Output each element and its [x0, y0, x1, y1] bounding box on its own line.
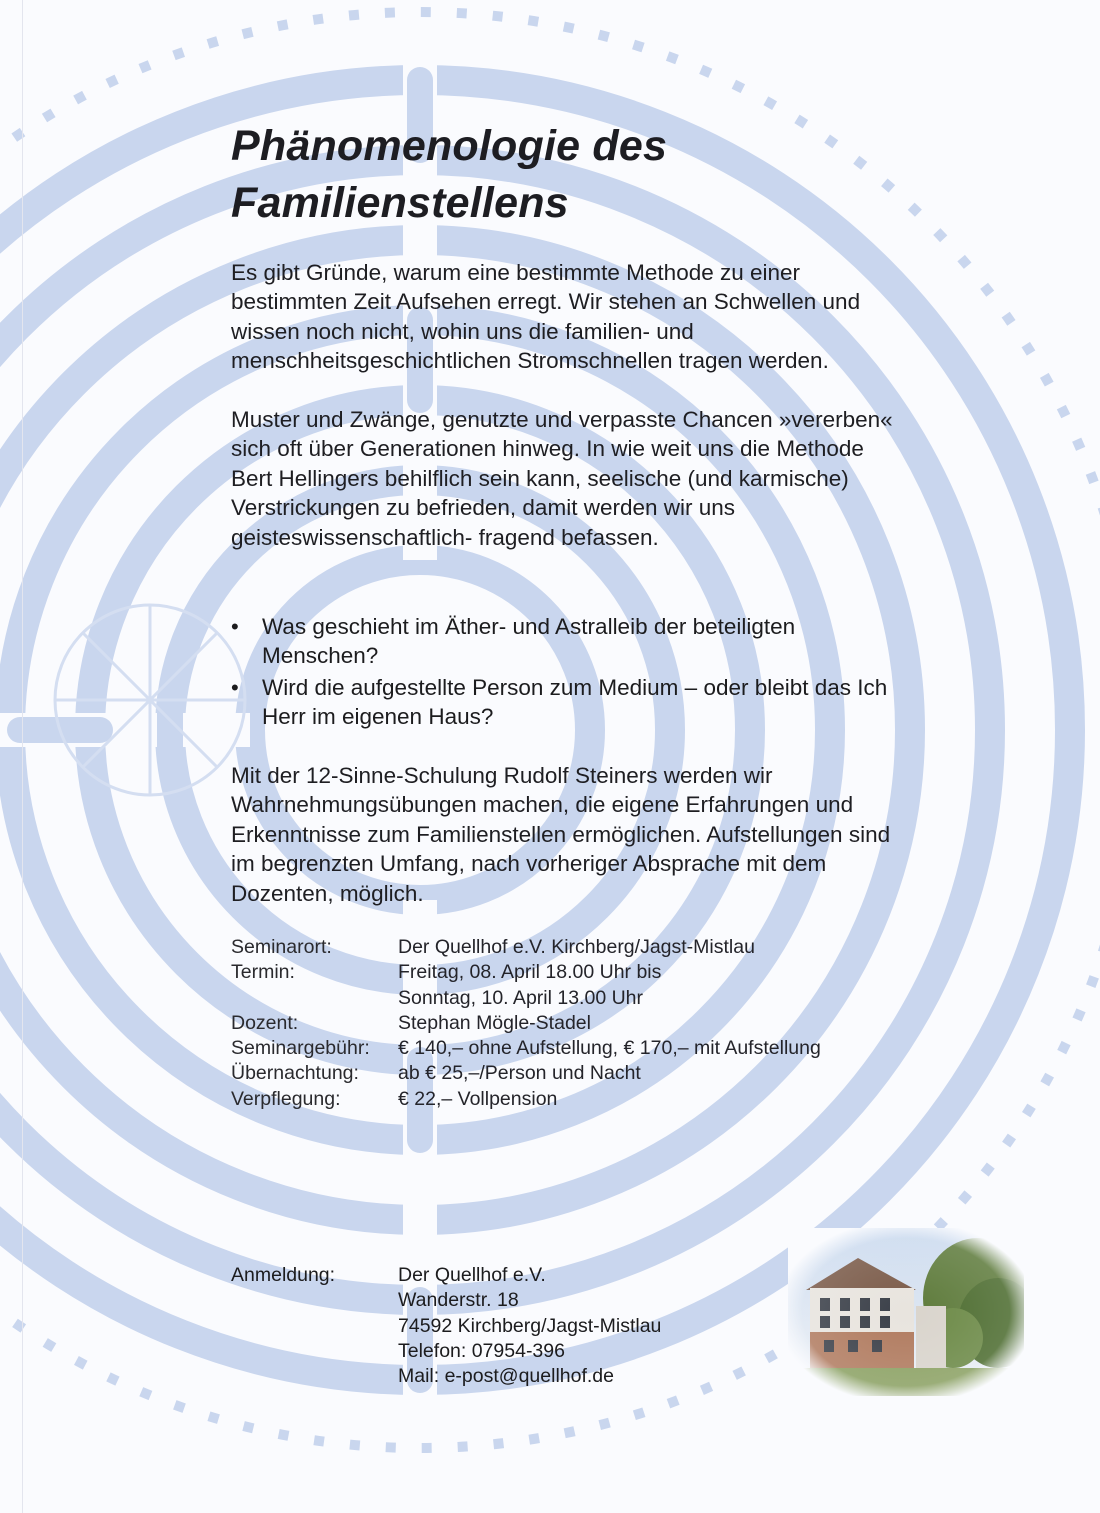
table-row: [231, 1061, 821, 1086]
list-item: [231, 673, 911, 732]
table-row: [231, 1314, 661, 1339]
question-text: Wird die aufgestellte Person zum Medium – oder bleibt das Ich Herr im eigenen Haus?: [262, 674, 888, 730]
detail-label: Termin:: [231, 961, 295, 984]
detail-label: Verpflegung:: [231, 1087, 341, 1110]
registration-block: [231, 1263, 661, 1389]
detail-label: Seminarort:: [231, 936, 332, 958]
detail-value: Der Quellhof e.V. Kirchberg/Jagst-Mistlau: [398, 936, 755, 958]
detail-value: Sonntag, 10. April 13.00 Uhr: [398, 986, 643, 1009]
table-row: [231, 1288, 661, 1313]
title-line-1: Phänomenologie des: [231, 122, 668, 170]
detail-value: € 140,– ohne Aufstellung, € 170,– mit Aufstellung: [398, 1037, 821, 1060]
address-org: Der Quellhof e.V.: [398, 1264, 546, 1286]
intro-paragraph-1: Es gibt Gründe, warum eine bestimmte Methode zu einer bestimmten Zeit Aufsehen erregt. Wir stehen an Schwellen und wissen noch nicht, wohin uns die familien- und menschheitsgeschichtlichen Stromschnellen tragen werden.: [231, 260, 861, 374]
detail-label: Übernachtung:: [231, 1062, 359, 1085]
address-mail: Mail: e-post@quellhof.de: [398, 1365, 614, 1388]
detail-value: Stephan Mögle-Stadel: [398, 1011, 591, 1034]
method-paragraph: Mit der 12-Sinne-Schulung Rudolf Steiners werden wir Wahrnehmungsübungen machen, die eigene Erfahrungen und Erkenntnisse zum Familienstellen ermöglichen. Aufstellungen sind im begrenzten Umfang, nach vorheriger Absprache mit dem Dozenten, möglich.: [231, 763, 891, 906]
question-text: Was geschieht im Äther- und Astralleib der beteiligten Menschen?: [262, 614, 796, 669]
intro-paragraph-2: Muster und Zwänge, genutzte und verpasste Chancen »vererben« sich oft über Generationen hinweg. In wie weit uns die Methode Bert Hellingers behilflich sein kann, seelische (und karmische) Verstrickungen zu befrieden, damit werden wir uns geisteswissenschaftlich- fragend befassen.: [231, 407, 893, 550]
list-item: [231, 612, 911, 671]
table-row: [231, 1011, 821, 1036]
address-city: 74592 Kirchberg/Jagst-Mistlau: [398, 1314, 662, 1337]
table-row: [231, 986, 821, 1011]
detail-value: € 22,– Vollpension: [398, 1087, 558, 1110]
table-row: [231, 1036, 821, 1061]
detail-label: Seminargebühr:: [231, 1037, 370, 1060]
table-row: [231, 935, 821, 960]
bullet-icon: •: [231, 614, 239, 639]
question-list: [231, 612, 911, 734]
bullet-icon: •: [231, 674, 239, 700]
detail-label: [231, 986, 398, 1011]
title-line-2: Familienstellens: [231, 179, 569, 227]
detail-value: ab € 25,–/Person und Nacht: [398, 1062, 641, 1085]
table-row: [231, 1364, 661, 1389]
quellhof-house-photo: [788, 1228, 1024, 1396]
address-street: Wanderstr. 18: [398, 1289, 519, 1312]
table-row: [231, 1339, 661, 1364]
table-row: [231, 1087, 821, 1112]
scan-edge-line: [22, 0, 23, 1513]
table-row: [231, 960, 821, 985]
registration-label: Anmeldung:: [231, 1264, 336, 1286]
table-row: [231, 1263, 661, 1288]
seminar-details: [231, 935, 821, 1112]
address-phone: Telefon: 07954-396: [398, 1339, 565, 1362]
detail-value: Freitag, 08. April 18.00 Uhr bis: [398, 961, 662, 984]
page-title: [231, 118, 667, 232]
detail-label: Dozent:: [231, 1011, 299, 1034]
